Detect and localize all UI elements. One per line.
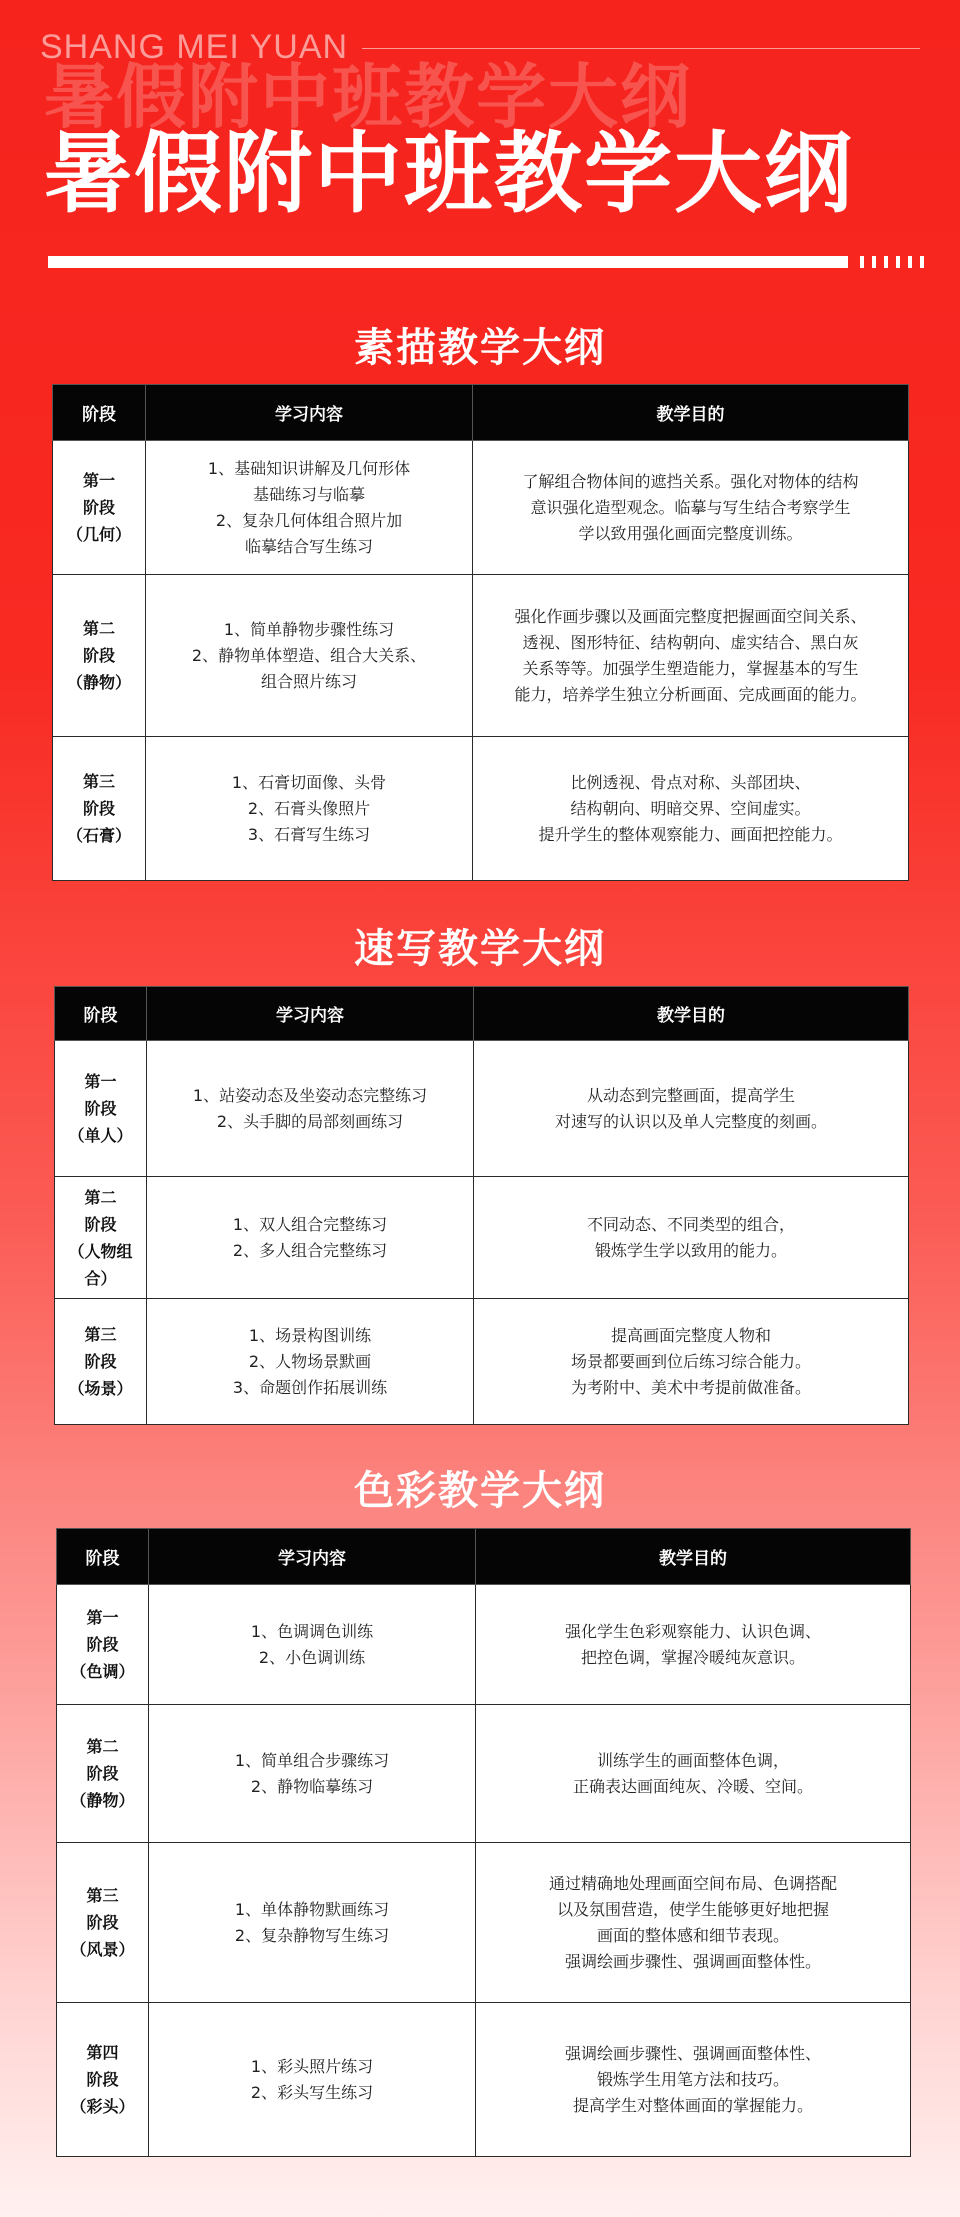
stage-line: 第二 bbox=[84, 1187, 117, 1207]
stage-line: 阶段 bbox=[84, 1214, 117, 1234]
goal-line: 提高学生对整体画面的掌握能力。 bbox=[572, 2095, 813, 2115]
content-line: 1、场景构图训练 bbox=[248, 1325, 372, 1345]
col-header-stage: 阶段 bbox=[57, 1529, 149, 1585]
content-line: 2、静物临摹练习 bbox=[250, 1776, 374, 1796]
content-line: 1、基础知识讲解及几何形体 bbox=[207, 458, 411, 478]
goal-line: 锻炼学生用笔方法和技巧。 bbox=[596, 2069, 789, 2089]
page-title-shadow: 暑假附中班教学大纲 bbox=[44, 56, 692, 138]
stage-cell bbox=[57, 1585, 149, 1705]
content-line: 2、彩头写生练习 bbox=[250, 2082, 374, 2102]
table-row bbox=[57, 1843, 911, 2003]
table-row bbox=[53, 737, 909, 881]
stage-line: 阶段 bbox=[86, 1913, 119, 1932]
table-row bbox=[57, 1705, 911, 1843]
content-cell bbox=[147, 1177, 474, 1299]
syllabus-table-color bbox=[56, 1528, 911, 2157]
stage-line: 第二 bbox=[86, 1737, 119, 1756]
goal-line: 强化作画步骤以及画面完整度把握画面空间关系、 bbox=[514, 606, 867, 626]
goal-cell bbox=[474, 1299, 909, 1425]
goal-cell bbox=[473, 575, 909, 737]
content-line: 1、简单静物步骤性练习 bbox=[223, 619, 395, 639]
table-row bbox=[57, 1585, 911, 1705]
goal-line: 不同动态、不同类型的组合， bbox=[586, 1214, 795, 1234]
goal-cell bbox=[476, 1843, 911, 2003]
stage-line: 阶段 bbox=[82, 799, 115, 818]
stage-line: 第二 bbox=[82, 619, 115, 638]
content-line: 2、人物场景默画 bbox=[248, 1351, 372, 1371]
col-header-goal: 教学目的 bbox=[476, 1529, 911, 1585]
goal-line: 对速写的认识以及单人完整度的刻画。 bbox=[554, 1111, 827, 1131]
goal-line: 能力，培养学生独立分析画面、完成画面的能力。 bbox=[514, 684, 867, 704]
stage-line: 第一 bbox=[86, 1608, 119, 1627]
content-cell bbox=[149, 1705, 476, 1843]
stage-line: （彩头） bbox=[70, 2097, 135, 2116]
goal-cell bbox=[474, 1041, 909, 1177]
content-line: 1、简单组合步骤练习 bbox=[234, 1750, 390, 1770]
content-line: 3、石膏写生练习 bbox=[247, 824, 371, 844]
content-line: 1、色调调色训练 bbox=[250, 1621, 374, 1641]
goal-line: 强化学生色彩观察能力、认识色调、 bbox=[564, 1621, 821, 1641]
stage-line: （人物组合） bbox=[68, 1241, 133, 1288]
table-header-row bbox=[53, 385, 909, 441]
goal-cell bbox=[473, 441, 909, 575]
goal-line: 正确表达画面纯灰、冷暖、空间。 bbox=[572, 1776, 813, 1796]
goal-line: 场景都要画到位后练习综合能力。 bbox=[570, 1351, 811, 1371]
goal-line: 为考附中、美术中考提前做准备。 bbox=[570, 1377, 811, 1397]
goal-line: 提高画面完整度人物和 bbox=[610, 1325, 771, 1345]
stage-line: 阶段 bbox=[86, 1635, 119, 1654]
stage-line: 第一 bbox=[84, 1072, 117, 1091]
goal-line: 提升学生的整体观察能力、画面把控能力。 bbox=[538, 824, 843, 844]
stage-line: （静物） bbox=[66, 673, 131, 692]
brand-divider bbox=[362, 48, 920, 49]
stage-line: 第三 bbox=[84, 1325, 117, 1344]
content-line: 2、复杂几何体组合照片加 bbox=[215, 510, 403, 530]
goal-cell bbox=[476, 1705, 911, 1843]
goal-line: 比例透视、骨点对称、头部团块、 bbox=[570, 772, 811, 792]
content-cell bbox=[146, 737, 473, 881]
col-header-stage: 阶段 bbox=[53, 385, 146, 441]
table-row bbox=[57, 2003, 911, 2157]
col-header-content: 学习内容 bbox=[149, 1529, 476, 1585]
goal-line: 透视、图形特征、结构朝向、虚实结合、黑白灰 bbox=[522, 632, 859, 652]
table-row bbox=[55, 1041, 909, 1177]
goal-cell bbox=[476, 2003, 911, 2157]
syllabus-table-croquis bbox=[54, 986, 909, 1425]
stage-line: 第三 bbox=[82, 772, 115, 791]
col-header-content: 学习内容 bbox=[146, 385, 473, 441]
table-row bbox=[53, 575, 909, 737]
content-line: 2、石膏头像照片 bbox=[247, 798, 371, 818]
title-underline bbox=[48, 256, 848, 268]
stage-cell bbox=[53, 737, 146, 881]
goal-line: 意识强化造型观念。临摹与写生结合考察学生 bbox=[530, 497, 851, 517]
content-line: 组合照片练习 bbox=[260, 671, 357, 691]
content-cell bbox=[146, 441, 473, 575]
stage-line: （石膏） bbox=[66, 826, 131, 845]
table-row bbox=[53, 441, 909, 575]
stage-cell bbox=[57, 1705, 149, 1843]
stage-line: （风景） bbox=[70, 1940, 135, 1959]
brand-name: SHANG MEI YUAN bbox=[40, 28, 349, 66]
goal-line: 了解组合物体间的遮挡关系。强化对物体的结构 bbox=[522, 471, 859, 491]
goal-line: 关系等等。加强学生塑造能力，掌握基本的写生 bbox=[522, 658, 859, 678]
stage-line: 阶段 bbox=[84, 1352, 117, 1371]
stage-line: 阶段 bbox=[82, 498, 115, 517]
content-line: 1、石膏切面像、头骨 bbox=[231, 772, 387, 792]
section-heading-croquis: 速写教学大纲 bbox=[354, 926, 606, 972]
content-line: 1、单体静物默画练习 bbox=[234, 1899, 390, 1919]
goal-line: 锻炼学生学以致用的能力。 bbox=[594, 1240, 787, 1260]
col-header-goal: 教学目的 bbox=[474, 987, 909, 1041]
goal-line: 强调绘画步骤性、强调画面整体性、 bbox=[564, 2043, 821, 2063]
col-header-content: 学习内容 bbox=[147, 987, 474, 1041]
goal-line: 训练学生的画面整体色调， bbox=[596, 1750, 789, 1770]
stage-cell bbox=[55, 1299, 147, 1425]
stage-line: 第四 bbox=[86, 2043, 119, 2062]
page-title: 暑假附中班教学大纲 bbox=[44, 122, 855, 225]
title-tick-marks bbox=[860, 256, 924, 268]
col-header-stage: 阶段 bbox=[55, 987, 147, 1041]
stage-line: 阶段 bbox=[82, 646, 115, 665]
content-line: 3、命题创作拓展训练 bbox=[232, 1377, 388, 1397]
content-cell bbox=[147, 1299, 474, 1425]
goal-cell bbox=[476, 1585, 911, 1705]
goal-cell bbox=[474, 1177, 909, 1299]
content-cell bbox=[149, 1843, 476, 2003]
content-line: 2、静物单体塑造、组合大关系、 bbox=[191, 645, 427, 665]
table-header-row bbox=[57, 1529, 911, 1585]
content-line: 2、头手脚的局部刻画练习 bbox=[216, 1111, 404, 1131]
stage-cell bbox=[53, 441, 146, 575]
stage-cell bbox=[55, 1041, 147, 1177]
content-cell bbox=[149, 2003, 476, 2157]
stage-line: （色调） bbox=[70, 1662, 135, 1681]
stage-cell bbox=[55, 1177, 147, 1299]
stage-line: 阶段 bbox=[86, 1764, 119, 1783]
syllabus-table-sketch bbox=[52, 384, 909, 881]
content-cell bbox=[147, 1041, 474, 1177]
section-heading-color: 色彩教学大纲 bbox=[354, 1468, 606, 1514]
content-line: 1、彩头照片练习 bbox=[250, 2056, 374, 2076]
stage-cell bbox=[57, 1843, 149, 2003]
stage-line: （静物） bbox=[70, 1791, 135, 1810]
goal-line: 结构朝向、明暗交界、空间虚实。 bbox=[570, 798, 811, 818]
content-line: 临摹结合写生练习 bbox=[244, 536, 373, 556]
content-line: 基础练习与临摹 bbox=[252, 484, 365, 504]
table-header-row bbox=[55, 987, 909, 1041]
content-cell bbox=[146, 575, 473, 737]
table-row bbox=[55, 1299, 909, 1425]
section-heading-sketch: 素描教学大纲 bbox=[354, 325, 606, 371]
goal-line: 以及氛围营造，使学生能够更好地把握 bbox=[556, 1899, 829, 1919]
goal-line: 通过精确地处理画面空间布局、色调搭配 bbox=[548, 1873, 837, 1893]
stage-line: 阶段 bbox=[84, 1099, 117, 1118]
goal-line: 画面的整体感和细节表现。 bbox=[596, 1925, 789, 1945]
stage-cell bbox=[53, 575, 146, 737]
content-line: 1、站姿动态及坐姿动态完整练习 bbox=[192, 1085, 428, 1105]
stage-line: 阶段 bbox=[86, 2070, 119, 2089]
stage-line: （单人） bbox=[68, 1126, 133, 1145]
col-header-goal: 教学目的 bbox=[473, 385, 909, 441]
stage-line: （几何） bbox=[66, 525, 131, 544]
content-line: 2、小色调训练 bbox=[258, 1647, 366, 1667]
stage-line: 第一 bbox=[82, 471, 115, 490]
stage-cell bbox=[57, 2003, 149, 2157]
content-line: 2、多人组合完整练习 bbox=[232, 1240, 388, 1260]
content-line: 2、复杂静物写生练习 bbox=[234, 1925, 390, 1945]
content-cell bbox=[149, 1585, 476, 1705]
goal-line: 把控色调，掌握冷暖纯灰意识。 bbox=[580, 1647, 805, 1667]
goal-line: 学以致用强化画面完整度训练。 bbox=[578, 523, 803, 543]
stage-line: （场景） bbox=[68, 1379, 133, 1398]
goal-line: 从动态到完整画面，提高学生 bbox=[586, 1085, 795, 1105]
goal-line: 强调绘画步骤性、强调画面整体性。 bbox=[564, 1951, 821, 1971]
content-line: 1、双人组合完整练习 bbox=[232, 1214, 388, 1234]
table-row bbox=[55, 1177, 909, 1299]
stage-line: 第三 bbox=[86, 1886, 119, 1905]
goal-cell bbox=[473, 737, 909, 881]
